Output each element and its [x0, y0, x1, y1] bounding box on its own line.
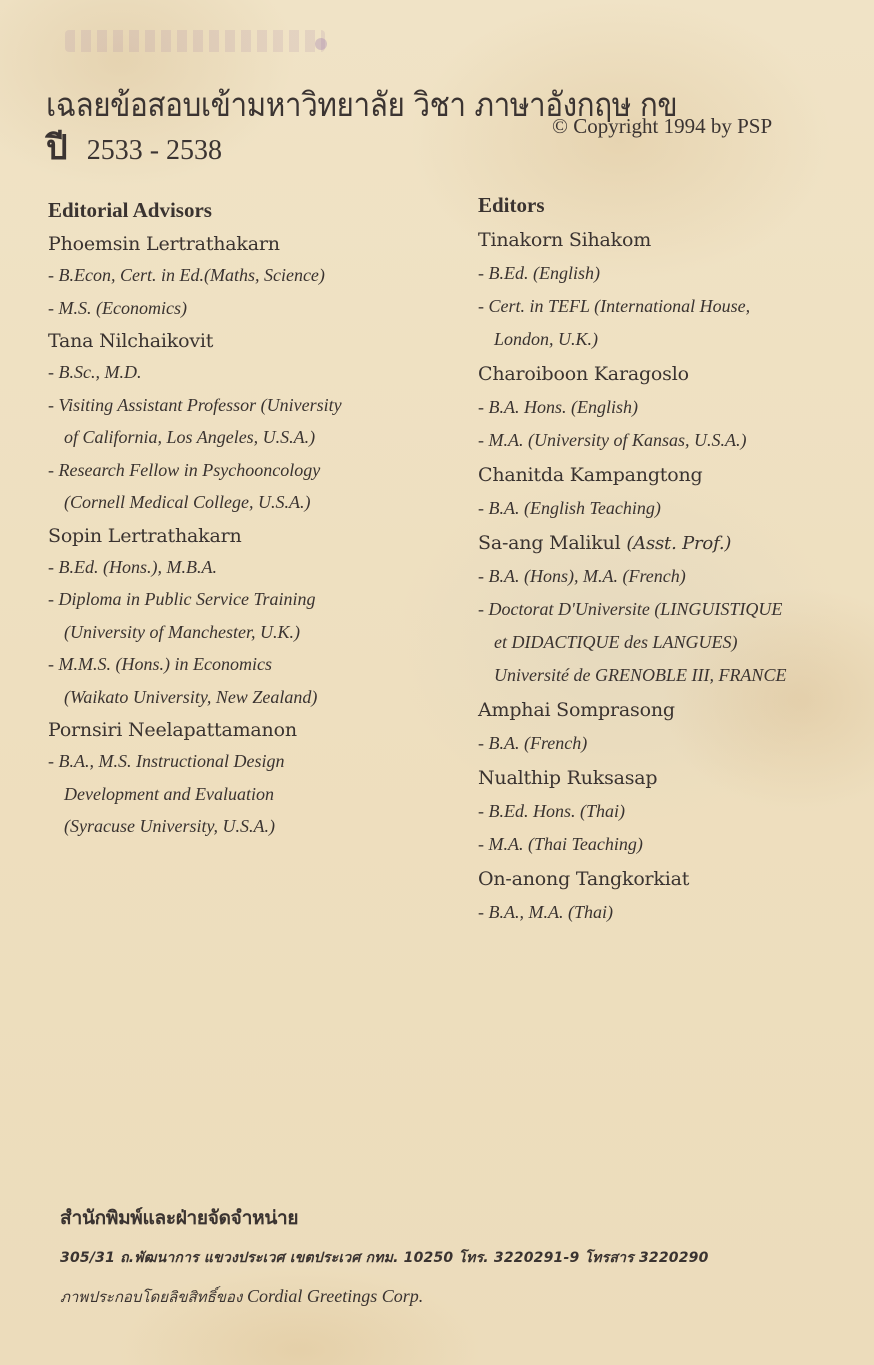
credential-line: - Diploma in Public Service Training	[48, 589, 316, 609]
editor-name: Tinakorn Sihakom	[478, 229, 652, 251]
credential-line: (Waikato University, New Zealand)	[64, 686, 318, 707]
credential-line: - Research Fellow in Psychooncology	[48, 459, 321, 480]
year-values: 2533 - 2538	[86, 135, 223, 166]
editor-entry	[478, 358, 868, 457]
year-label: ปี	[46, 128, 68, 168]
credential-line: - B.Sc., M.D.	[48, 362, 142, 382]
editor-entry	[478, 459, 868, 525]
copyright-notice: © Copyright 1994 by PSP	[552, 114, 773, 138]
advisor-name: Sopin Lertrathakarn	[48, 524, 242, 547]
editor-entry	[478, 224, 868, 356]
credential-line: - M.M.S. (Hons.) in Economics	[48, 654, 272, 674]
editor-entry	[478, 694, 868, 760]
credential-line: - Doctorat D'Universite (LINGUISTIQUE	[478, 599, 783, 619]
credential-line: (Syracuse University, U.S.A.)	[64, 816, 275, 836]
section-heading-editors: Editors	[478, 193, 545, 217]
credential-line: Development and Evaluation	[64, 783, 274, 804]
advisor-entry	[48, 326, 448, 519]
credential-line: - Cert. in TEFL (International House,	[478, 296, 751, 316]
academic-title: (Asst. Prof.)	[626, 533, 732, 554]
editor-entry	[478, 762, 868, 861]
section-heading-advisors: Editorial Advisors	[48, 198, 212, 222]
credential-line: - M.S. (Economics)	[48, 297, 187, 318]
advisor-entry	[48, 521, 448, 714]
editor-entry	[478, 863, 868, 929]
editor-name: Chanitda Kampangtong	[478, 464, 703, 486]
credential-line: - B.A. (English Teaching)	[478, 498, 661, 518]
credential-line: - B.A. Hons. (English)	[478, 397, 638, 417]
stamp-mark	[315, 38, 327, 50]
editor-name: Charoiboon Karagoslo	[478, 363, 689, 385]
publisher-address: 305/31 ถ.พัฒนาการ แขวงประเวศ เขตประเวศ กทม. 10250 โทร. 3220291-9 โทรสาร 3220290	[60, 1250, 709, 1266]
year-range	[46, 120, 222, 174]
illustration-credit-company: Cordial Greetings Corp.	[247, 1286, 424, 1306]
credential-line: - B.Ed. (English)	[478, 263, 600, 283]
advisor-name: Tana Nilchaikovit	[48, 330, 214, 352]
credential-line: - M.A. (Thai Teaching)	[478, 834, 643, 854]
editor-name: Amphai Somprasong	[478, 699, 675, 721]
editor-name-with-title	[478, 527, 868, 560]
illustration-credit	[60, 1285, 860, 1309]
credential-line: - Visiting Assistant Professor (University	[48, 394, 342, 415]
illustration-credit-thai: ภาพประกอบโดยลิขสิทธิ์ของ	[60, 1288, 248, 1306]
book-title: เฉลยข้อสอบเข้ามหาวิทยาลัย วิชา ภาษาอังกฤษ กข	[46, 85, 678, 124]
advisor-name: Pornsiri Neelapattamanon	[48, 719, 297, 741]
credential-line: - M.A. (University of Kansas, U.S.A.)	[478, 430, 747, 450]
editor-name: Nualthip Ruksasap	[478, 767, 658, 789]
credential-line: London, U.K.)	[494, 329, 599, 349]
advisor-name: Phoemsin Lertrathakarn	[48, 233, 280, 255]
library-stamp	[65, 30, 325, 52]
publisher-footer	[60, 1203, 860, 1309]
editor-name: Sa-ang Malikul	[478, 532, 621, 554]
publisher-heading: สำนักพิมพ์และฝ่ายจัดจำหน่าย	[60, 1207, 299, 1229]
credential-line: - B.A. (French)	[478, 733, 588, 753]
credential-line: - B.Ed. (Hons.), M.B.A.	[48, 556, 217, 577]
credential-line: of California, Los Angeles, U.S.A.)	[64, 427, 316, 447]
editor-entry	[478, 527, 868, 692]
advisor-entry	[48, 715, 448, 843]
credential-line: (University of Manchester, U.K.)	[64, 621, 300, 642]
advisor-entry	[48, 229, 448, 324]
editorial-advisors-section	[48, 198, 448, 845]
credential-line: - B.A., M.S. Instructional Design	[48, 751, 285, 771]
credential-line: - B.Ed. Hons. (Thai)	[478, 801, 625, 821]
editor-name: On-anong Tangkorkiat	[478, 868, 690, 890]
credential-line: Université de GRENOBLE III, FRANCE	[494, 665, 787, 685]
credential-line: et DIDACTIQUE des LANGUES)	[494, 632, 738, 652]
credential-line: (Cornell Medical College, U.S.A.)	[64, 492, 311, 512]
credential-line: - B.Econ, Cert. in Ed.(Maths, Science)	[48, 265, 325, 285]
editors-section	[478, 193, 868, 931]
credential-line: - B.A. (Hons), M.A. (French)	[478, 566, 686, 586]
credential-line: - B.A., M.A. (Thai)	[478, 902, 613, 922]
